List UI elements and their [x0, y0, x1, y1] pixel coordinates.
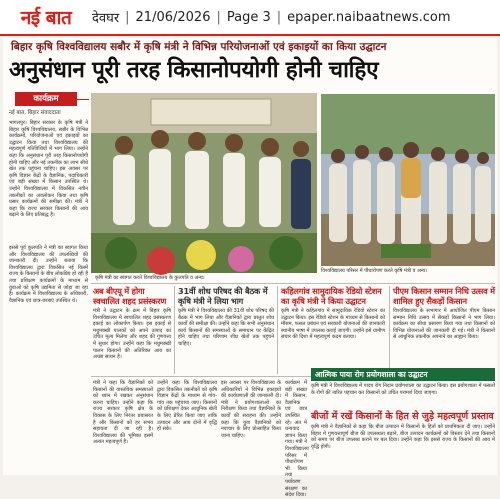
- right-photo-image: [321, 94, 495, 266]
- sub6-body: कृषि मंत्री ने वैज्ञानिकों से कहा कि बीज उत्पादन में किसानों के हितों को प्राथमिकता दी जाए। उन्होंने बिहार में गुणवत्तापूर्ण बीज की उपलब्धता बढ़ाने, बीज उत्पादन कार्यक्रमों को विस्तार देने तथा किसानों को समय पर बीज उपलब्ध कराने पर बल दिया। उन्होंने कहा कि इससे राज्य के किसानों की आय में वृद्धि होगी।: [311, 424, 495, 450]
- masthead-bar: [0, 0, 500, 36]
- logo-text: नई बात: [20, 7, 72, 29]
- right-photo[interactable]: [321, 94, 495, 266]
- page-number[interactable]: Page 3: [226, 9, 271, 25]
- section-divider: [91, 283, 495, 284]
- sub5-body: कृषि मंत्री ने विश्वविद्यालय में पादप रोग निदान प्रयोगशाला का उद्घाटन किया। इस प्रयोगशाला में फसलों के रोगों की त्वरित पहचान कर किसानों को उचित परामर्श दिया जाएगा।: [311, 383, 495, 396]
- section-tag: कार्यक्रम: [15, 92, 77, 106]
- tag-rule: [77, 99, 89, 100]
- edition-city[interactable]: देवघर: [92, 11, 120, 26]
- main-photo-caption: कृषि मंत्री का स्वागत करते विश्वविद्यालय के कुलपति व अन्य।: [95, 275, 205, 281]
- sub6-title: बीजों में रखें किसानों के हित से जुड़े महत्वपूर्ण प्रस्ताव: [311, 411, 494, 422]
- meta-separator: |: [276, 9, 282, 25]
- bottom-column-2: उन्होंने कहा कि विश्वविद्यालय द्वारा विकसित तकनीकों को कृषि विज्ञान केंद्रों के माध्यम से गांव-गांव तक पहुंचाया जाए। किसानों को प्रशिक्षण देकर आधुनिक खेती के लिए प्रेरित किया जाए ताकि उत्पादन और आय दोनों में वृद्धि हो सके।: [157, 380, 217, 433]
- bottom-column-3: इस अवसर पर विश्वविद्यालय के अधिकारियों ने विभिन्न इकाइयों की कार्यप्रणाली की जानकारी दी। मंत्री ने प्रयोगशालाओं का निरीक्षण किया तथा वैज्ञानिकों के कार्यों की सराहना की। उन्होंने कहा कि युवा वैज्ञानिकों को नवाचार के लिए प्रोत्साहित किया जाना चाहिए।: [221, 380, 281, 439]
- body-column-left-2: इससे पूर्व कुलपति ने मंत्री का स्वागत किया और विश्वविद्यालय की उपलब्धियों की जानकारी दी। उन्होंने बताया कि विश्वविद्यालय द्वारा विकसित नई किस्में राज्य के किसानों के बीच लोकप्रिय हो रही हैं तथा प्रशिक्षण कार्यक्रमों के माध्यम से युवाओं को कृषि उद्यमिता से जोड़ा जा रहा है। कार्यक्रम में विश्वविद्यालय के अधिकारी, वैज्ञानिक एवं छात्र-छात्राएं उपस्थित थे।: [9, 245, 88, 304]
- sub2-body: कृषि मंत्री ने विश्वविद्यालय की 31वीं शोध परिषद की बैठक में भाग लिया और वैज्ञानिकों द्वारा प्रस्तुत शोध कार्यों की समीक्षा की। उन्होंने कहा कि सभी अनुसंधान कार्य किसानों की समस्याओं के समाधान पर केंद्रित होने चाहिए तथा परिणाम शीघ्र खेतों तक पहुंचने चाहिए।: [178, 308, 274, 347]
- bottom-column-1: मंत्री ने कहा कि वैज्ञानिकों को किसानों की वास्तविक समस्याओं को ध्यान में रखकर अनुसंधान करना चाहिए। उन्होंने कहा कि राज्य सरकार कृषि क्षेत्र के विकास के लिए निरंतर प्रयासरत है और किसानों को हर संभव सहायता दी जा रही है। विश्वविद्यालय की भूमिका इसमें अत्यंत महत्वपूर्ण है।: [93, 380, 153, 446]
- right-photo-caption: विश्वविद्यालय परिसर में पौधारोपण करते कृषि मंत्री व अन्य।: [321, 268, 428, 274]
- edition-date[interactable]: 21/06/2026: [135, 9, 211, 25]
- sub3-body: कृषि मंत्री ने कहिलगांव में सामुदायिक रेडियो स्टेशन का उद्घाटन किया। इस रेडियो स्टेशन के माध्यम से किसानों को मौसम, फसल प्रबंधन एवं सरकारी योजनाओं की जानकारी स्थानीय भाषा में उपलब्ध कराई जाएगी। उन्होंने इसे ग्रामीण संचार की दिशा में महत्वपूर्ण कदम बताया।: [281, 308, 385, 341]
- meta-separator: |: [216, 9, 221, 25]
- sub4-title: पीएम किसान सम्मान निधि उत्सव में शामिल हुए सैकड़ों किसान: [393, 286, 495, 306]
- article-headline: अनुसंधान पूरी तरह किसानोपयोगी होनी चाहिए: [9, 57, 379, 83]
- article-kicker: बिहार कृषि विश्वविद्यालय सबौर में कृषि मंत्री ने विभिन्न परियोजनाओं एवं इकाइयों का किया उद्घाटन: [11, 41, 387, 53]
- main-photo-image: [91, 93, 317, 273]
- newspaper-page: [3, 38, 497, 499]
- column-divider: [277, 286, 278, 374]
- sub2-title: 31वीं शोध परिषद की बैठक में कृषि मंत्री ने लिया भाग: [178, 286, 268, 306]
- column-divider: [174, 286, 175, 374]
- byline: नई बात, बिहार संवाददाता: [9, 110, 61, 116]
- body-column-left: भागलपुर। बिहार सरकार के कृषि मंत्री ने बिहार कृषि विश्वविद्यालय, सबौर के विभिन्न कार्यक्रमों, परियोजनाओं एवं इकाइयों का उद्घाटन किया तथा विश्वविद्यालय की महत्वपूर्ण गतिविधियों में भाग लिया। उन्होंने कहा कि अनुसंधान पूरी तरह किसानोपयोगी होनी चाहिए और नई तकनीक का लाभ सीधे खेत तक पहुंचना चाहिए। इस अवसर पर कृषि विज्ञान केंद्रों के वैज्ञानिक, पदाधिकारी एवं बड़ी संख्या में किसान उपस्थित थे। उन्होंने विश्वविद्यालय में विकसित नवीन तकनीकों का अवलोकन किया तथा कृषि प्रसार कार्यक्रमों की समीक्षा की। मंत्री ने कहा कि राज्य सरकार किसानों की आय बढ़ाने के लिए प्रतिबद्ध है।: [9, 120, 88, 219]
- sub1-body: मंत्री ने उद्घाटन के क्रम में बिहार कृषि विश्वविद्यालय में स्वचालित शहद प्रसंस्करण इकाई का लोकार्पण किया। इस इकाई से मधुमक्खी पालकों को अपने उत्पाद का उचित मूल्य मिलेगा और शहद की गुणवत्ता में सुधार होगा। उन्होंने कहा कि मधुमक्खी पालन किसानों की अतिरिक्त आय का अच्छा साधन है।: [93, 308, 171, 361]
- epaper-url[interactable]: epaper.naibaatnews.com: [287, 9, 451, 25]
- sub5-title-box: आत्मिक पाया रोग प्रयोगशाला का उद्घाटन: [311, 368, 495, 381]
- newspaper-logo[interactable]: [0, 0, 92, 35]
- sub1-title: अब बीएयू में होगा स्वचालित शहद प्रसंस्करण: [93, 286, 167, 306]
- edition-meta: [92, 8, 451, 26]
- main-photo[interactable]: [91, 93, 317, 273]
- sub4-body: विश्वविद्यालय के सभागार में आयोजित पीएम किसान सम्मान निधि उत्सव में सैकड़ों किसानों ने भाग लिया। कार्यक्रम का सीधा प्रसारण किया गया तथा किसानों को विभिन्न योजनाओं की जानकारी दी गई। मंत्री ने किसानों से आधुनिक तकनीक अपनाने का आह्वान किया।: [393, 308, 495, 341]
- meta-separator: |: [125, 9, 130, 25]
- sub3-title: कहिलगांव सामुदायिक रेडियो स्टेशन का कृषि मंत्री ने किया उद्घाटन: [281, 286, 382, 306]
- bottom-column-4: कार्यक्रम में बड़ी संख्या में किसान, वैज्ञानिक एवं छात्र उपस्थित रहे। अंत में धन्यवाद ज्ञापन किया गया। मंत्री ने विश्वविद्यालय परिसर में पौधारोपण भी किया तथा पर्यावरण संरक्षण का संदेश दिया।: [285, 380, 309, 499]
- column-divider: [389, 286, 390, 374]
